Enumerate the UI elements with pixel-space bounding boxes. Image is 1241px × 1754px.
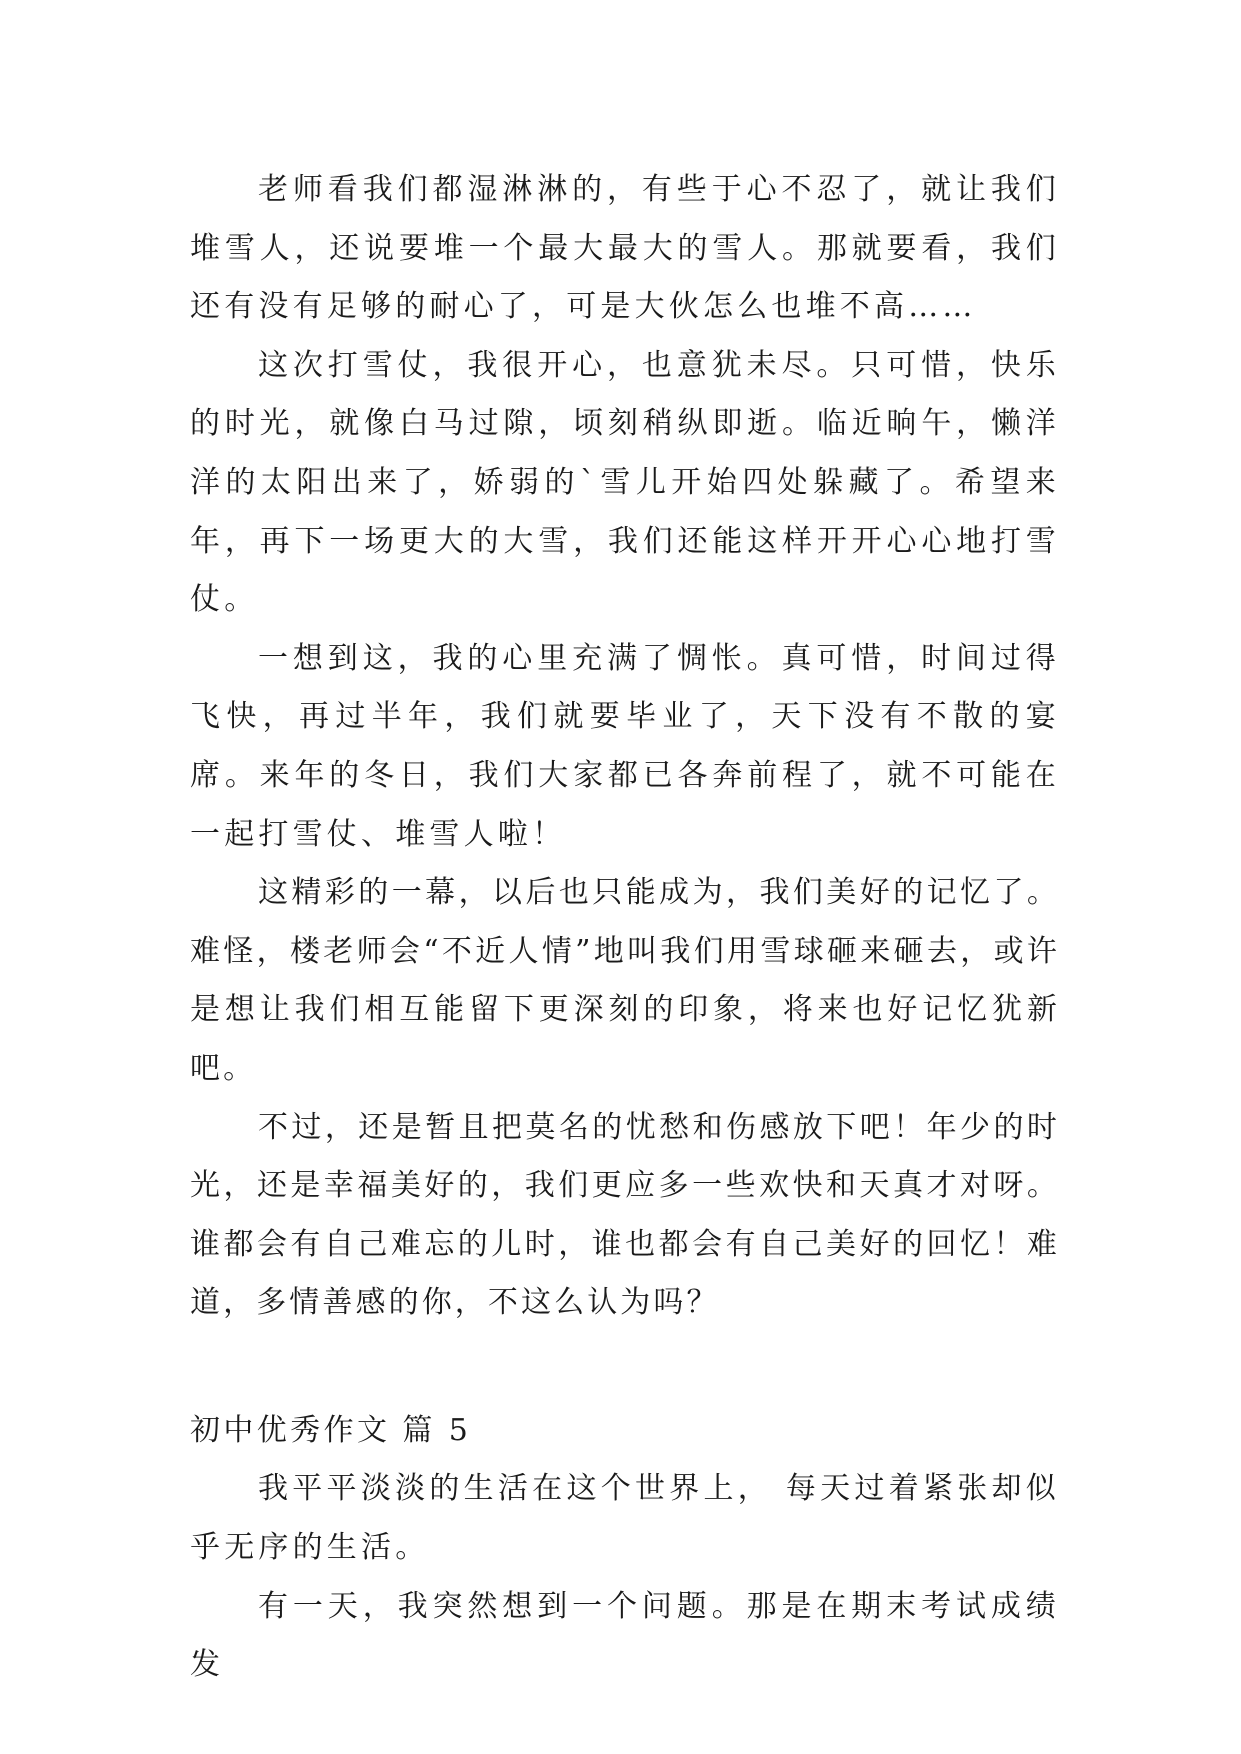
paragraph-4: 这精彩的一幕，以后也只能成为，我们美好的记忆了。难怪，楼老师会“不近人情”地叫我们用雪球砸来砸去，或许是想让我们相互能留下更深刻的印象，将来也好记忆犹新吧。	[190, 875, 1060, 1086]
paragraph-3: 一想到这，我的心里充满了惆怅。真可惜，时间过得飞快，再过半年，我们就要毕业了，天下没有不散的宴席。来年的冬日，我们大家都已各奔前程了，就不可能在一起打雪仗、堆雪人啦！	[190, 640, 1060, 852]
document-body	[190, 161, 1060, 1695]
paragraph-2: 这次打雪仗，我很开心，也意犹未尽。只可惜，快乐的时光，就像白马过隙，顷刻稍纵即逝。临近晌午，懒洋洋的太阳出来了，娇弱的`雪儿开始四处躲藏了。希望来年，再下一场更大的大雪，我们还能这样开开心心地打雪仗。	[190, 347, 1060, 618]
paragraph-1: 老师看我们都湿淋淋的，有些于心不忍了，就让我们堆雪人，还说要堆一个最大最大的雪人。那就要看，我们还有没有足够的耐心了，可是大伙怎么也堆不高……	[190, 172, 1060, 325]
paragraph-7: 有一天，我突然想到一个问题。那是在期末考试成绩发	[190, 1588, 1060, 1683]
section-title: 初中优秀作文	[190, 1412, 391, 1448]
section-heading	[190, 1402, 1060, 1461]
paragraph-6: 我平平淡淡的生活在这个世界上， 每天过着紧张却似乎无序的生活。	[190, 1471, 1060, 1566]
paragraph-5: 不过，还是暂且把莫名的忧愁和伤感放下吧！年少的时光，还是幸福美好的，我们更应多一些欢快和天真才对呀。谁都会有自己难忘的儿时，谁也都会有自己美好的回忆！难道，多情善感的你，不这么认为吗？	[190, 1109, 1060, 1321]
section-number: 篇 5	[402, 1412, 472, 1448]
